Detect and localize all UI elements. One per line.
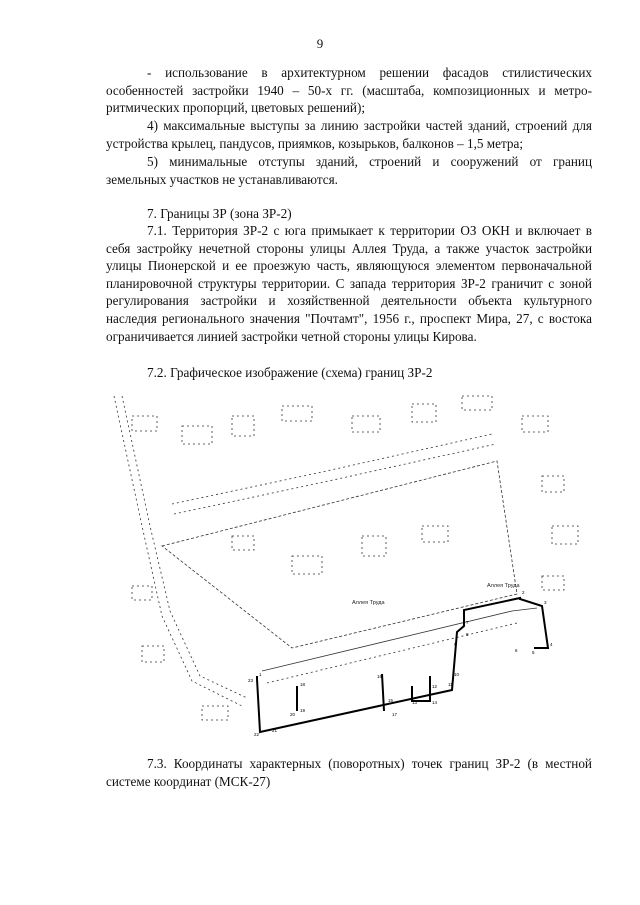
point-label-11: 11 [448, 682, 453, 687]
point-label-4: 4 [550, 642, 553, 647]
point-label-14: 14 [432, 700, 438, 705]
point-label-10: 10 [454, 672, 460, 677]
point-label-13: 13 [412, 700, 418, 705]
avenue-south [262, 608, 537, 671]
point-label-9: 9 [454, 642, 457, 647]
buildings-north [132, 406, 312, 444]
point-label-22: 22 [254, 732, 260, 737]
paragraph-7-3: 7.3. Координаты характерных (поворотных) точек границ ЗР-2 (в местной системе координат (МСК-27) [106, 756, 592, 789]
street-label-2: Аллея Труда [487, 583, 520, 589]
point-label-15: 15 [388, 698, 394, 703]
point-label-23: 23 [248, 678, 254, 683]
point-label-18: 18 [300, 682, 306, 687]
paragraph-max-projections: 4) максимальные выступы за линию застройки частей зданий, строений для устройства крылец, пандусов, приямков, козырьков, балконов – 1,5 метра; [106, 118, 592, 151]
point-label-16: 16 [377, 674, 383, 679]
zone-boundary-scheme [112, 386, 594, 748]
section-title: 7. Границы ЗР (зона ЗР-2) [147, 206, 292, 221]
point-label-1: 1 [259, 672, 262, 677]
point-label-17: 17 [392, 712, 398, 717]
street-west-edge [122, 396, 247, 698]
paragraph-min-setbacks: 5) минимальные отступы зданий, строений и сооружений от границ земельных участков не устанавливаются. [106, 154, 592, 187]
boundary-inner-steps [297, 674, 430, 711]
base-map [114, 396, 578, 720]
buildings-east [542, 476, 578, 590]
paragraph-facade-style: - использование в архитектурном решении фасадов стилистических особенностей застройки 1940 – 50-х гг. (масштаба, композиционных и метро-ритмических пропорций, цветовых решений); [106, 65, 592, 116]
point-label-12: 12 [432, 684, 438, 689]
street-west [114, 396, 242, 706]
point-label-2: 2 [522, 590, 525, 595]
paragraph-7-2: 7.2. Графическое изображение (схема) границ ЗР-2 [147, 365, 433, 380]
buildings-northeast [352, 396, 548, 432]
buildings-inner [232, 526, 448, 574]
point-label-8: 8 [466, 632, 469, 637]
point-label-6: 6 [515, 648, 518, 653]
street-north-edge [174, 444, 496, 514]
point-label-5: 5 [532, 650, 535, 655]
point-label-3: 3 [544, 600, 547, 605]
paragraph-7-1: 7.1. Территория ЗР-2 с юга примыкает к территории ОЗ ОКН и включает в себя застройку нечетной стороны улицы Аллея Труда, а также участок застройки улицы Пионерской и ее проезжую часть, являющуюся элементом первоначальной планировочной структуры территории. С запада территория ЗР-2 граничит с зоной регулирования застройки и хозяйственной деятельности объекта культурного наследия регионального значения "Почтамт", 1956 г., проспект Мира, 27, с востока ограничивается линией застройки четной стороны улицы Кирова. [106, 223, 592, 344]
buildings-west [132, 586, 228, 720]
point-label-7: 7 [466, 620, 469, 625]
page-number: 9 [316, 36, 324, 51]
point-label-20: 20 [290, 712, 296, 717]
street-north [172, 434, 492, 504]
street-label-1: Аллея Труда [352, 600, 385, 606]
point-label-19: 19 [300, 708, 306, 713]
point-label-21: 21 [272, 728, 278, 733]
avenue-south-edge [267, 623, 517, 683]
